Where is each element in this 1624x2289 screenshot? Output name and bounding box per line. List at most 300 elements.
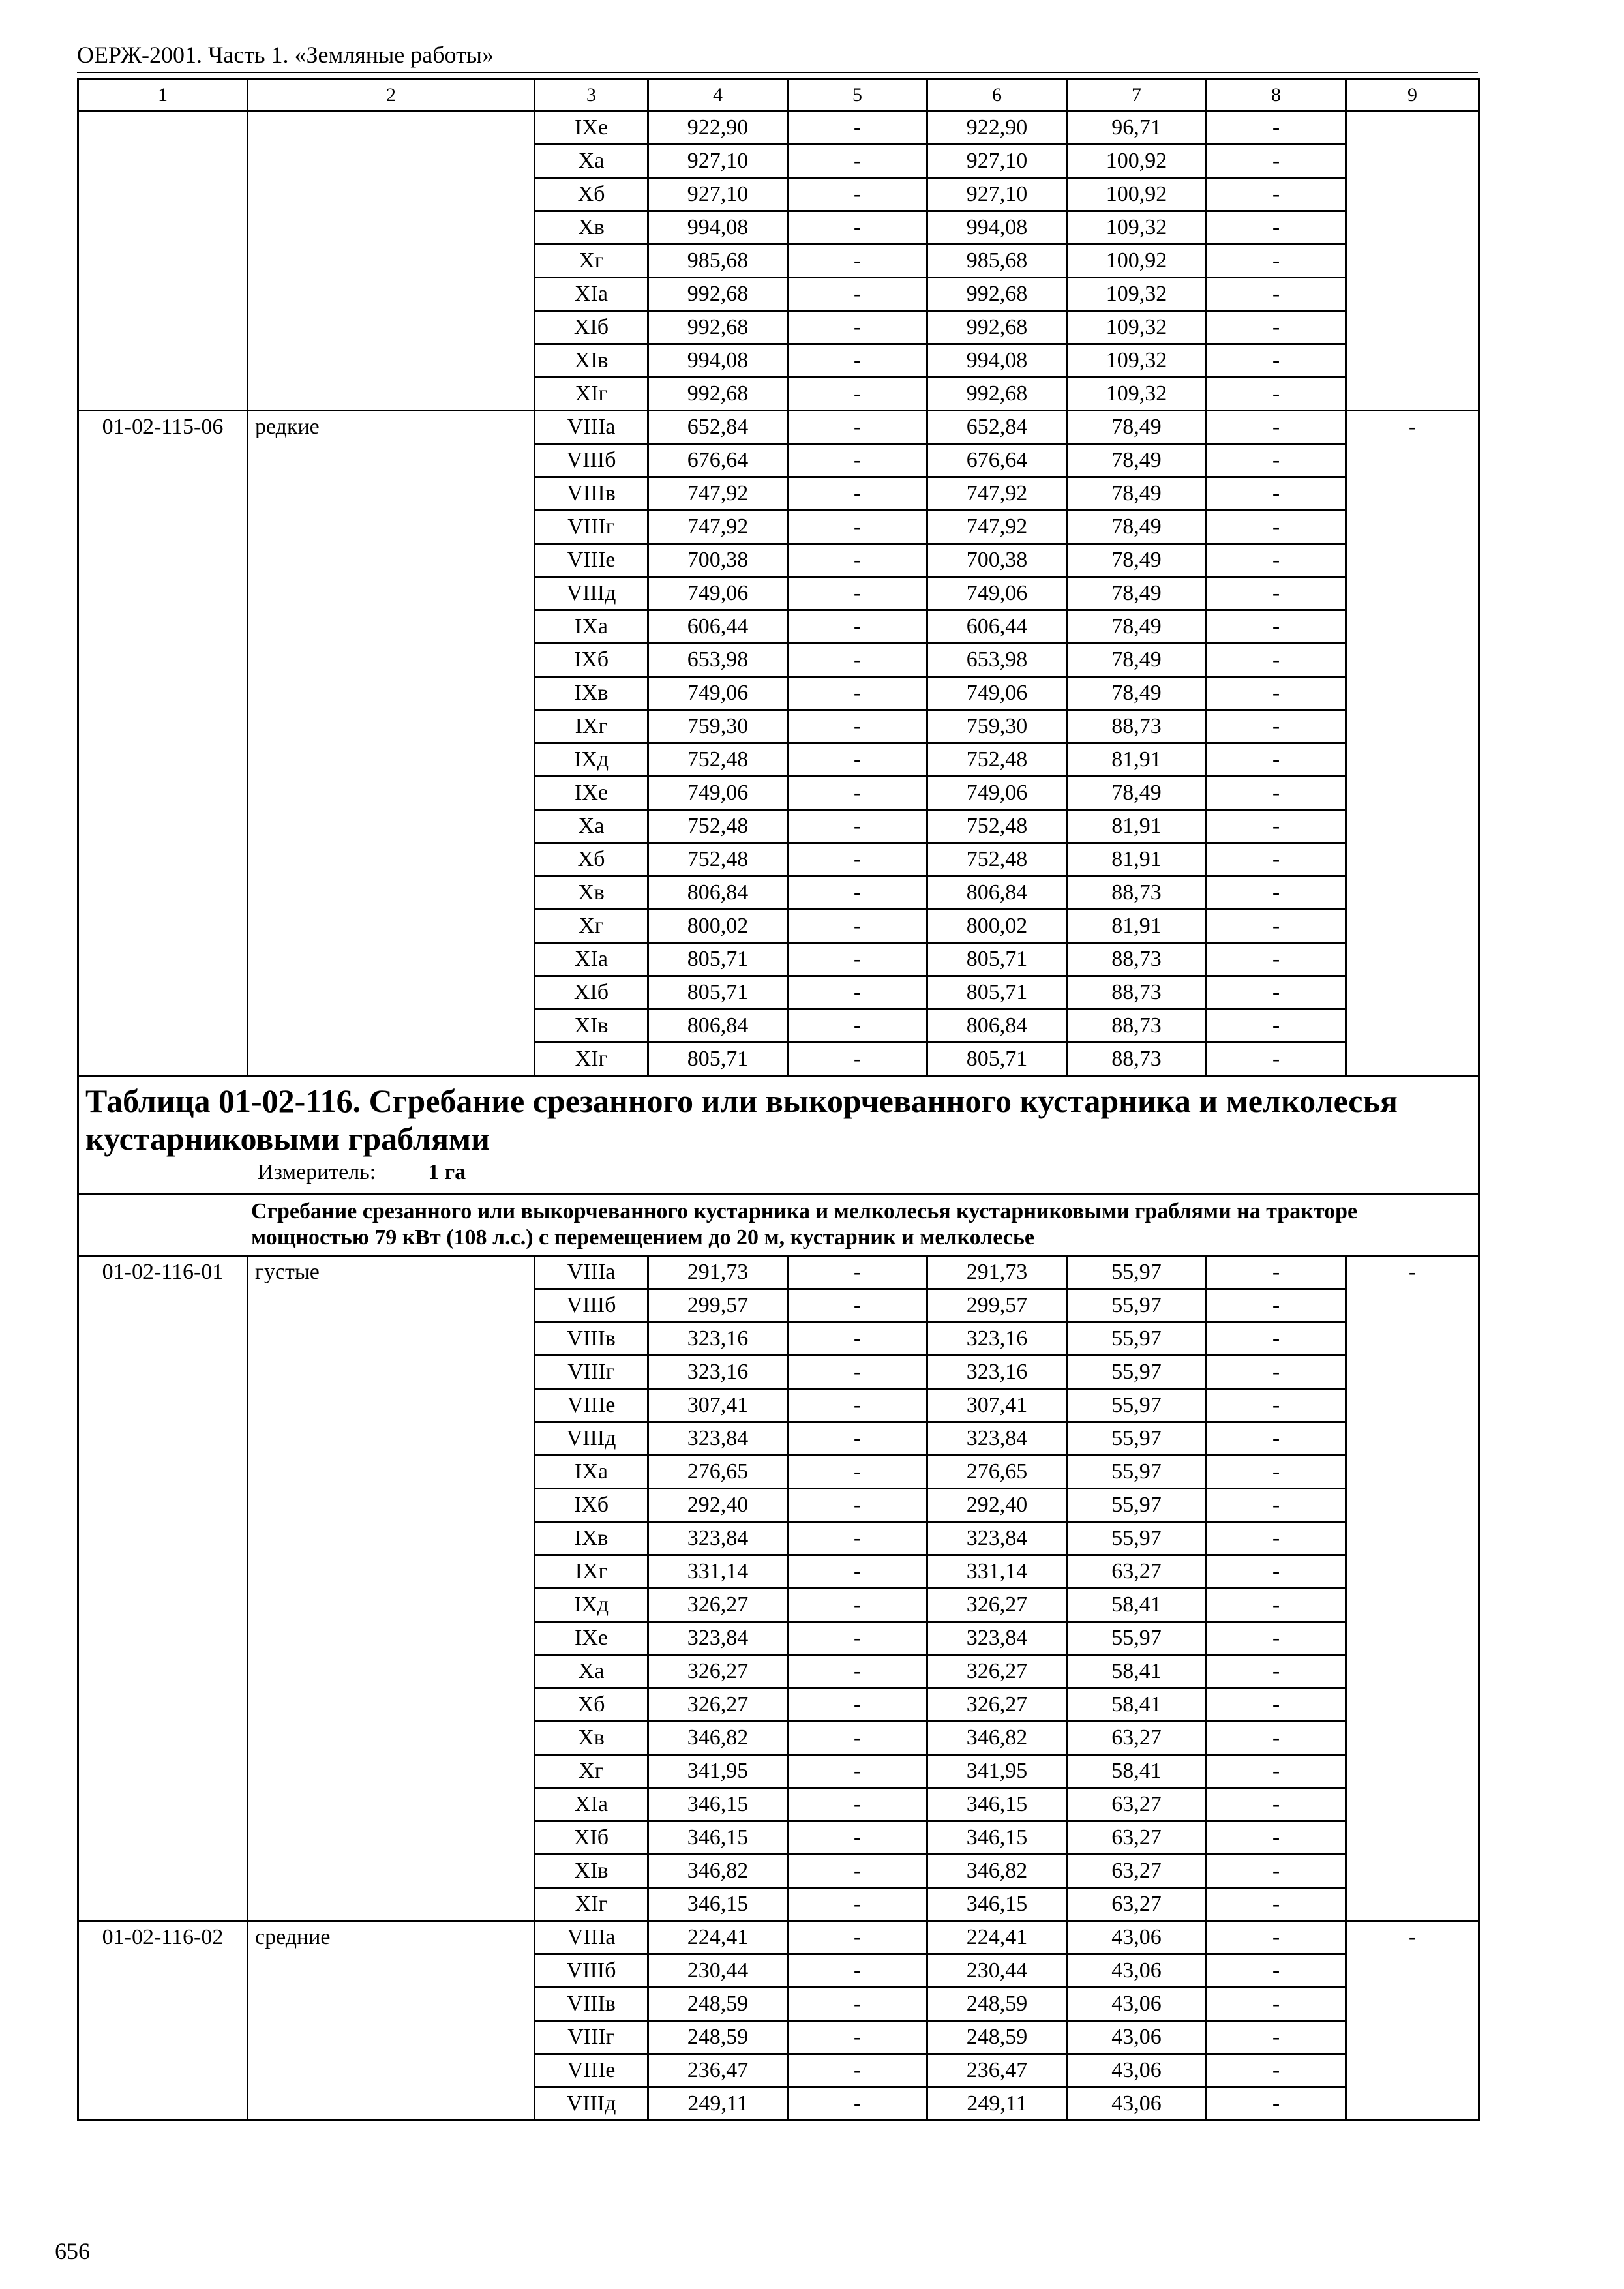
cell-c5: - [788,1688,927,1722]
cell-c5: - [788,411,927,444]
cell-c4: 992,68 [648,311,788,344]
cell-c5: - [788,2021,927,2054]
soil-category: XIа [535,1788,648,1821]
measure-label: Измеритель: [258,1160,376,1184]
cell-c4: 749,06 [648,777,788,810]
cell-c5: - [788,876,927,910]
cell-c7: 78,49 [1067,477,1207,511]
cell-c6: 994,08 [927,344,1067,378]
cell-c7: 78,49 [1067,777,1207,810]
cell-c5: - [788,211,927,245]
soil-category: IXб [535,644,648,677]
cell-c6: 276,65 [927,1456,1067,1489]
cell-c8: - [1207,544,1346,577]
cell-c9: - [1346,1256,1479,1921]
column-number: 4 [648,80,788,112]
cell-c6: 922,90 [927,112,1067,145]
soil-category: XIб [535,311,648,344]
cell-c6: 749,06 [927,777,1067,810]
soil-category: VIIIв [535,1323,648,1356]
soil-category: XIб [535,976,648,1010]
cell-c4: 759,30 [648,710,788,743]
cell-c6: 326,27 [927,1589,1067,1622]
cell-c5: - [788,1821,927,1855]
cell-c4: 606,44 [648,610,788,644]
cell-c7: 88,73 [1067,976,1207,1010]
table-heading-row [78,1076,1479,1194]
cell-c8: - [1207,843,1346,876]
cell-c8: - [1207,710,1346,743]
soil-category: VIIIг [535,1356,648,1389]
soil-category: VIIIб [535,444,648,477]
cell-c5: - [788,843,927,876]
soil-category: IXд [535,1589,648,1622]
cell-c6: 985,68 [927,245,1067,278]
cell-c8: - [1207,577,1346,610]
soil-category: Xг [535,245,648,278]
table-row [78,1256,1479,1289]
cell-c5: - [788,1323,927,1356]
cell-c4: 992,68 [648,278,788,311]
cell-c4: 747,92 [648,511,788,544]
soil-category: VIIIе [535,1389,648,1422]
cell-c7: 55,97 [1067,1289,1207,1323]
cell-c6: 747,92 [927,477,1067,511]
cell-c6: 992,68 [927,378,1067,411]
cell-c8: - [1207,1821,1346,1855]
cell-c7: 109,32 [1067,211,1207,245]
cell-c6: 992,68 [927,311,1067,344]
cell-c5: - [788,378,927,411]
cell-c6: 927,10 [927,145,1067,178]
cell-c6: 331,14 [927,1555,1067,1589]
cell-c6: 806,84 [927,876,1067,910]
cell-c6: 323,84 [927,1522,1067,1555]
cell-c4: 652,84 [648,411,788,444]
cell-c6: 747,92 [927,511,1067,544]
cell-c4: 341,95 [648,1755,788,1788]
cell-c5: - [788,544,927,577]
column-number: 2 [248,80,535,112]
page-number: 656 [55,2238,90,2264]
column-number: 6 [927,80,1067,112]
soil-category: Xг [535,1755,648,1788]
cell-c7: 78,49 [1067,544,1207,577]
cell-c5: - [788,112,927,145]
cell-c5: - [788,2087,927,2121]
cell-c6: 752,48 [927,843,1067,876]
cell-c8: - [1207,1589,1346,1622]
cell-c7: 43,06 [1067,2054,1207,2087]
cell-c8: - [1207,1755,1346,1788]
cell-c5: - [788,1489,927,1522]
cell-c6: 700,38 [927,544,1067,577]
cell-c6: 676,64 [927,444,1067,477]
soil-category: IXе [535,777,648,810]
cell-c5: - [788,1356,927,1389]
cell-c7: 100,92 [1067,145,1207,178]
cell-c8: - [1207,1688,1346,1722]
cell-c4: 749,06 [648,577,788,610]
cell-c7: 109,32 [1067,378,1207,411]
cell-c8: - [1207,1043,1346,1076]
cell-c4: 752,48 [648,810,788,843]
cell-c4: 927,10 [648,178,788,211]
soil-category: VIIIв [535,1988,648,2021]
cell-c6: 341,95 [927,1755,1067,1788]
soil-category: VIIIг [535,2021,648,2054]
cell-c6: 806,84 [927,1010,1067,1043]
cell-c4: 985,68 [648,245,788,278]
cell-c7: 81,91 [1067,843,1207,876]
cell-c4: 806,84 [648,876,788,910]
cell-c8: - [1207,743,1346,777]
cell-c5: - [788,477,927,511]
cell-c8: - [1207,1389,1346,1422]
cell-c4: 299,57 [648,1289,788,1323]
cell-c5: - [788,2054,927,2087]
cell-c6: 346,15 [927,1788,1067,1821]
cell-c5: - [788,145,927,178]
soil-category: IXв [535,677,648,710]
table-row [78,112,1479,145]
cell-c6: 236,47 [927,2054,1067,2087]
cell-c5: - [788,444,927,477]
cell-c6: 994,08 [927,211,1067,245]
cell-c7: 55,97 [1067,1456,1207,1489]
work-name: средние [248,1921,535,2121]
cell-c5: - [788,710,927,743]
cell-c7: 78,49 [1067,511,1207,544]
cell-c8: - [1207,1622,1346,1655]
column-number: 8 [1207,80,1346,112]
soil-category: IXв [535,1522,648,1555]
cell-c7: 78,49 [1067,444,1207,477]
cell-c7: 78,49 [1067,677,1207,710]
cell-c5: - [788,777,927,810]
cell-c8: - [1207,311,1346,344]
column-number: 7 [1067,80,1207,112]
cell-c8: - [1207,910,1346,943]
cell-c7: 100,92 [1067,178,1207,211]
cell-c5: - [788,610,927,644]
cell-c6: 248,59 [927,1988,1067,2021]
cell-c4: 323,16 [648,1323,788,1356]
cell-c8: - [1207,145,1346,178]
cell-c5: - [788,910,927,943]
work-name: густые [248,1256,535,1921]
cell-c5: - [788,1010,927,1043]
cell-c7: 88,73 [1067,1043,1207,1076]
soil-category: Xг [535,910,648,943]
cell-c7: 55,97 [1067,1389,1207,1422]
cell-c5: - [788,810,927,843]
cell-c8: - [1207,1855,1346,1888]
soil-category: VIIIг [535,511,648,544]
soil-category: XIб [535,1821,648,1855]
cell-c4: 307,41 [648,1389,788,1422]
cell-c4: 805,71 [648,1043,788,1076]
cell-c4: 806,84 [648,1010,788,1043]
cell-c8: - [1207,1921,1346,1954]
cell-c6: 805,71 [927,1043,1067,1076]
cell-c6: 653,98 [927,644,1067,677]
cell-c7: 58,41 [1067,1688,1207,1722]
cell-c8: - [1207,677,1346,710]
header-rule [77,72,1478,73]
cell-c5: - [788,1921,927,1954]
cell-c4: 346,82 [648,1722,788,1755]
cell-c4: 323,16 [648,1356,788,1389]
cell-c5: - [788,1755,927,1788]
cell-c5: - [788,1622,927,1655]
cell-c4: 700,38 [648,544,788,577]
soil-category: VIIIв [535,477,648,511]
cell-c5: - [788,1722,927,1755]
cell-c6: 292,40 [927,1489,1067,1522]
cell-c6: 346,82 [927,1722,1067,1755]
soil-category: VIIIе [535,2054,648,2087]
cell-c4: 326,27 [648,1655,788,1688]
cell-c5: - [788,1256,927,1289]
measure-unit: 1 га [428,1160,466,1184]
cell-c8: - [1207,511,1346,544]
cell-c8: - [1207,211,1346,245]
cell-c9: - [1346,411,1479,1076]
soil-category: Xа [535,145,648,178]
cell-c6: 805,71 [927,976,1067,1010]
cell-c8: - [1207,1888,1346,1921]
work-description: Сгребание срезанного или выкорчеванного кустарника и мелколесья кустарниковыми граблями на тракторе мощностью 79 кВт (108 л.с.) с перемещением до 20 м, кустарник и мелколесье [78,1194,1479,1256]
cell-c7: 88,73 [1067,876,1207,910]
work-name [248,112,535,411]
cell-c4: 326,27 [648,1688,788,1722]
cell-c8: - [1207,1954,1346,1988]
cell-c4: 291,73 [648,1256,788,1289]
rate-code: 01-02-116-01 [78,1256,248,1921]
cell-c4: 922,90 [648,112,788,145]
cell-c5: - [788,1589,927,1622]
cell-c5: - [788,1855,927,1888]
table-row [78,1921,1479,1954]
soil-category: IXе [535,112,648,145]
cell-c4: 805,71 [648,943,788,976]
cell-c6: 326,27 [927,1688,1067,1722]
cell-c4: 323,84 [648,1422,788,1456]
soil-category: VIIIа [535,1256,648,1289]
cell-c8: - [1207,943,1346,976]
cell-c7: 63,27 [1067,1888,1207,1921]
cell-c5: - [788,943,927,976]
cell-c4: 994,08 [648,344,788,378]
cell-c4: 346,82 [648,1855,788,1888]
cell-c5: - [788,344,927,378]
cell-c4: 752,48 [648,743,788,777]
soil-category: Xв [535,876,648,910]
cell-c4: 236,47 [648,2054,788,2087]
soil-category: Xв [535,211,648,245]
cell-c6: 323,16 [927,1323,1067,1356]
rate-code [78,112,248,411]
cell-c9 [1346,112,1479,411]
soil-category: XIг [535,1043,648,1076]
measure-line [258,1158,1471,1188]
cell-c4: 323,84 [648,1622,788,1655]
cell-c8: - [1207,876,1346,910]
cell-c7: 55,97 [1067,1622,1207,1655]
cell-c4: 292,40 [648,1489,788,1522]
rates-table-body [78,80,1479,2121]
cell-c5: - [788,1456,927,1489]
cell-c6: 346,15 [927,1888,1067,1921]
cell-c7: 81,91 [1067,910,1207,943]
cell-c5: - [788,245,927,278]
cell-c8: - [1207,1256,1346,1289]
cell-c5: - [788,178,927,211]
cell-c7: 55,97 [1067,1489,1207,1522]
table-heading [78,1076,1479,1194]
soil-category: VIIIа [535,1921,648,1954]
cell-c4: 326,27 [648,1589,788,1622]
cell-c7: 81,91 [1067,743,1207,777]
cell-c8: - [1207,444,1346,477]
cell-c8: - [1207,245,1346,278]
cell-c4: 346,15 [648,1821,788,1855]
soil-category: VIIIб [535,1954,648,1988]
cell-c4: 749,06 [648,677,788,710]
cell-c8: - [1207,1522,1346,1555]
soil-category: XIа [535,278,648,311]
cell-c4: 800,02 [648,910,788,943]
cell-c4: 276,65 [648,1456,788,1489]
cell-c4: 230,44 [648,1954,788,1988]
cell-c5: - [788,644,927,677]
cell-c8: - [1207,1422,1346,1456]
soil-category: Xб [535,178,648,211]
cell-c5: - [788,1555,927,1589]
cell-c7: 88,73 [1067,1010,1207,1043]
cell-c8: - [1207,477,1346,511]
table-title: Таблица 01-02-116. Сгребание срезанного или выкорчеванного кустарника и мелколесья кустарниковыми граблями [85,1083,1398,1157]
cell-c4: 248,59 [648,1988,788,2021]
cell-c8: - [1207,1289,1346,1323]
cell-c5: - [788,1043,927,1076]
cell-c8: - [1207,278,1346,311]
cell-c5: - [788,1988,927,2021]
cell-c8: - [1207,777,1346,810]
cell-c7: 63,27 [1067,1821,1207,1855]
cell-c8: - [1207,976,1346,1010]
soil-category: IXа [535,610,648,644]
cell-c6: 927,10 [927,178,1067,211]
cell-c6: 323,84 [927,1422,1067,1456]
cell-c8: - [1207,2021,1346,2054]
cell-c4: 747,92 [648,477,788,511]
cell-c7: 63,27 [1067,1555,1207,1589]
column-number-row [78,80,1479,112]
cell-c8: - [1207,344,1346,378]
cell-c7: 63,27 [1067,1855,1207,1888]
cell-c7: 58,41 [1067,1755,1207,1788]
cell-c5: - [788,577,927,610]
cell-c6: 346,15 [927,1821,1067,1855]
cell-c7: 63,27 [1067,1788,1207,1821]
cell-c8: - [1207,1788,1346,1821]
cell-c5: - [788,511,927,544]
cell-c6: 249,11 [927,2087,1067,2121]
cell-c7: 55,97 [1067,1522,1207,1555]
cell-c5: - [788,1422,927,1456]
cell-c8: - [1207,2054,1346,2087]
cell-c6: 299,57 [927,1289,1067,1323]
cell-c7: 55,97 [1067,1422,1207,1456]
cell-c8: - [1207,1456,1346,1489]
cell-c7: 43,06 [1067,2021,1207,2054]
soil-category: VIIIд [535,1422,648,1456]
cell-c6: 248,59 [927,2021,1067,2054]
cell-c9: - [1346,1921,1479,2121]
cell-c8: - [1207,1722,1346,1755]
cell-c8: - [1207,1489,1346,1522]
soil-category: IXе [535,1622,648,1655]
cell-c7: 88,73 [1067,943,1207,976]
cell-c4: 653,98 [648,644,788,677]
cell-c7: 55,97 [1067,1256,1207,1289]
soil-category: Xб [535,1688,648,1722]
cell-c4: 676,64 [648,444,788,477]
cell-c6: 224,41 [927,1921,1067,1954]
soil-category: XIв [535,1010,648,1043]
cell-c6: 749,06 [927,577,1067,610]
cell-c7: 78,49 [1067,577,1207,610]
cell-c6: 752,48 [927,810,1067,843]
cell-c8: - [1207,610,1346,644]
soil-category: XIв [535,344,648,378]
cell-c5: - [788,1954,927,1988]
soil-category: Xв [535,1722,648,1755]
cell-c5: - [788,1389,927,1422]
cell-c6: 230,44 [927,1954,1067,1988]
cell-c6: 291,73 [927,1256,1067,1289]
cell-c8: - [1207,1010,1346,1043]
cell-c6: 326,27 [927,1655,1067,1688]
cell-c4: 346,15 [648,1888,788,1921]
cell-c6: 800,02 [927,910,1067,943]
cell-c7: 63,27 [1067,1722,1207,1755]
cell-c6: 323,16 [927,1356,1067,1389]
soil-category: XIг [535,378,648,411]
cell-c6: 606,44 [927,610,1067,644]
cell-c8: - [1207,1655,1346,1688]
column-number: 9 [1346,80,1479,112]
cell-c4: 994,08 [648,211,788,245]
page-header: ОЕРЖ-2001. Часть 1. «Земляные работы» [77,42,494,68]
cell-c5: - [788,311,927,344]
cell-c4: 992,68 [648,378,788,411]
column-number: 5 [788,80,927,112]
cell-c8: - [1207,1555,1346,1589]
cell-c6: 749,06 [927,677,1067,710]
cell-c7: 109,32 [1067,311,1207,344]
cell-c8: - [1207,1323,1346,1356]
cell-c8: - [1207,1356,1346,1389]
cell-c8: - [1207,411,1346,444]
cell-c4: 346,15 [648,1788,788,1821]
soil-category: VIIIд [535,2087,648,2121]
soil-category: XIв [535,1855,648,1888]
cell-c4: 248,59 [648,2021,788,2054]
cell-c7: 55,97 [1067,1323,1207,1356]
